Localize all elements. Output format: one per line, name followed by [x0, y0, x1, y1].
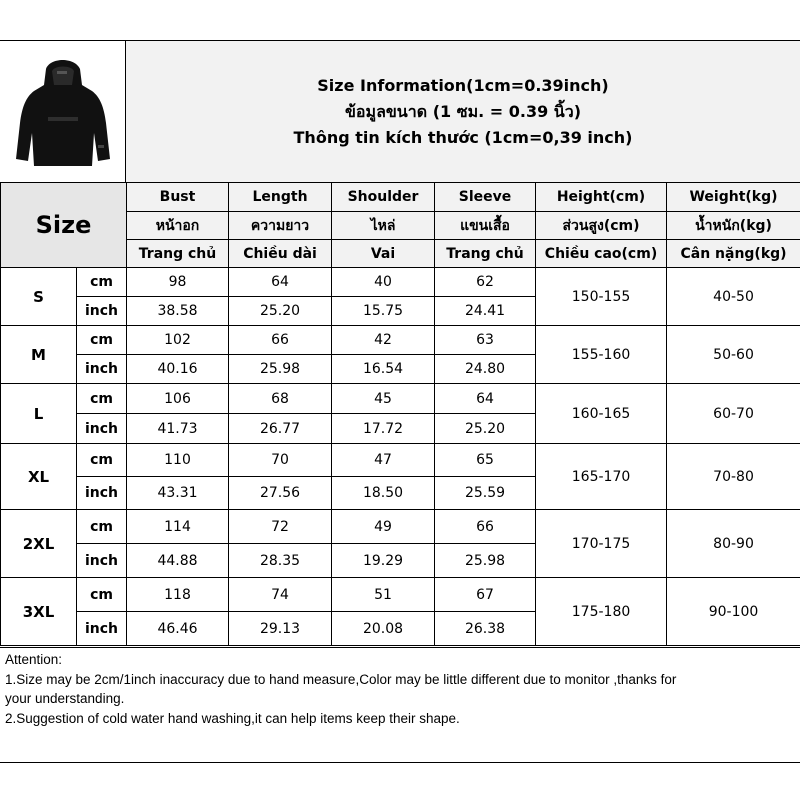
col-shoulder-vi: Vai: [332, 240, 435, 268]
cell: 47: [332, 444, 435, 477]
cell: 25.59: [435, 477, 536, 510]
size-header: Size: [1, 183, 127, 268]
unit-inch: inch: [77, 297, 127, 326]
cell: 25.20: [229, 297, 332, 326]
cell: 72: [229, 510, 332, 544]
unit-inch: inch: [77, 544, 127, 578]
cell: 46.46: [127, 612, 229, 646]
cell: 65: [435, 444, 536, 477]
hoodie-icon: [0, 41, 125, 182]
cell: 110: [127, 444, 229, 477]
size-label-l: L: [1, 384, 77, 444]
cell: 41.73: [127, 414, 229, 444]
height-range: 155-160: [536, 326, 667, 384]
cell: 118: [127, 578, 229, 612]
unit-cm: cm: [77, 510, 127, 544]
cell: 67: [435, 578, 536, 612]
cell: 106: [127, 384, 229, 414]
size-label-xl: XL: [1, 444, 77, 510]
col-length-vi: Chiều dài: [229, 240, 332, 268]
cell: 38.58: [127, 297, 229, 326]
cell: 26.38: [435, 612, 536, 646]
cell: 27.56: [229, 477, 332, 510]
cell: 44.88: [127, 544, 229, 578]
note-line-1-cont: your understanding.: [5, 691, 125, 706]
cell: 18.50: [332, 477, 435, 510]
cell: 15.75: [332, 297, 435, 326]
unit-cm: cm: [77, 444, 127, 477]
unit-inch: inch: [77, 477, 127, 510]
height-range: 175-180: [536, 578, 667, 646]
cell: 114: [127, 510, 229, 544]
col-weight-en: Weight(kg): [667, 183, 800, 212]
unit-cm: cm: [77, 578, 127, 612]
header-row-english: [1, 183, 800, 212]
product-photo: [0, 41, 126, 182]
cell: 51: [332, 578, 435, 612]
col-sleeve-en: Sleeve: [435, 183, 536, 212]
row-l-cm: [1, 384, 800, 414]
weight-range: 50-60: [667, 326, 800, 384]
col-length-en: Length: [229, 183, 332, 212]
cell: 40.16: [127, 355, 229, 384]
col-bust-en: Bust: [127, 183, 229, 212]
cell: 26.77: [229, 414, 332, 444]
height-range: 160-165: [536, 384, 667, 444]
col-height-en: Height(cm): [536, 183, 667, 212]
weight-range: 40-50: [667, 268, 800, 326]
cell: 64: [229, 268, 332, 297]
cell: 43.31: [127, 477, 229, 510]
col-shoulder-en: Shoulder: [332, 183, 435, 212]
cell: 62: [435, 268, 536, 297]
cell: 42: [332, 326, 435, 355]
unit-inch: inch: [77, 414, 127, 444]
title-english: Size Information(1cm=0.39inch): [317, 75, 609, 95]
row-m-cm: [1, 326, 800, 355]
title-thai: ข้อมูลขนาด (1 ซม. = 0.39 นิ้ว): [344, 101, 582, 121]
col-bust-vi: Trang chủ: [127, 240, 229, 268]
cell: 24.41: [435, 297, 536, 326]
col-shoulder-th: ไหล่: [332, 212, 435, 240]
cell: 29.13: [229, 612, 332, 646]
chart-header: [0, 40, 800, 182]
note-line-1: 1.Size may be 2cm/1inch inaccuracy due to hand measure,Color may be little different due to monitor ,thanks for: [5, 671, 677, 687]
unit-cm: cm: [77, 384, 127, 414]
size-label-s: S: [1, 268, 77, 326]
col-bust-th: หน้าอก: [127, 212, 229, 240]
weight-range: 70-80: [667, 444, 800, 510]
cell: 25.98: [435, 544, 536, 578]
cell: 25.20: [435, 414, 536, 444]
unit-inch: inch: [77, 612, 127, 646]
cell: 20.08: [332, 612, 435, 646]
weight-range: 60-70: [667, 384, 800, 444]
row-s-cm: [1, 268, 800, 297]
size-label-3xl: 3XL: [1, 578, 77, 646]
col-length-th: ความยาว: [229, 212, 332, 240]
height-range: 170-175: [536, 510, 667, 578]
title-box: [126, 41, 800, 182]
row-3xl-cm: [1, 578, 800, 612]
cell: 68: [229, 384, 332, 414]
cell: 45: [332, 384, 435, 414]
col-weight-vi: Cân nặng(kg): [667, 240, 800, 268]
cell: 98: [127, 268, 229, 297]
weight-range: 80-90: [667, 510, 800, 578]
cell: 74: [229, 578, 332, 612]
cell: 66: [229, 326, 332, 355]
col-weight-th: น้ำหนัก(kg): [667, 212, 800, 240]
cell: 19.29: [332, 544, 435, 578]
cell: 28.35: [229, 544, 332, 578]
cell: 49: [332, 510, 435, 544]
cell: 102: [127, 326, 229, 355]
cell: 16.54: [332, 355, 435, 384]
cell: 63: [435, 326, 536, 355]
row-xl-cm: [1, 444, 800, 477]
cell: 70: [229, 444, 332, 477]
cell: 25.98: [229, 355, 332, 384]
col-height-vi: Chiều cao(cm): [536, 240, 667, 268]
cell: 64: [435, 384, 536, 414]
cell: 40: [332, 268, 435, 297]
title-vietnamese: Thông tin kích thước (1cm=0,39 inch): [293, 127, 633, 147]
cell: 17.72: [332, 414, 435, 444]
height-range: 165-170: [536, 444, 667, 510]
size-label-2xl: 2XL: [1, 510, 77, 578]
cell: 24.80: [435, 355, 536, 384]
size-chart: [0, 40, 800, 763]
notes-heading: Attention:: [5, 652, 63, 667]
note-line-2: 2.Suggestion of cold water hand washing,it can help items keep their shape.: [5, 710, 460, 726]
size-label-m: M: [1, 326, 77, 384]
col-sleeve-th: แขนเสื้อ: [435, 212, 536, 240]
size-table: [0, 182, 800, 646]
unit-cm: cm: [77, 326, 127, 355]
height-range: 150-155: [536, 268, 667, 326]
weight-range: 90-100: [667, 578, 800, 646]
cell: 66: [435, 510, 536, 544]
unit-inch: inch: [77, 355, 127, 384]
unit-cm: cm: [77, 268, 127, 297]
row-2xl-cm: [1, 510, 800, 544]
attention-notes: [0, 647, 800, 763]
col-height-th: ส่วนสูง(cm): [536, 212, 667, 240]
col-sleeve-vi: Trang chủ: [435, 240, 536, 268]
